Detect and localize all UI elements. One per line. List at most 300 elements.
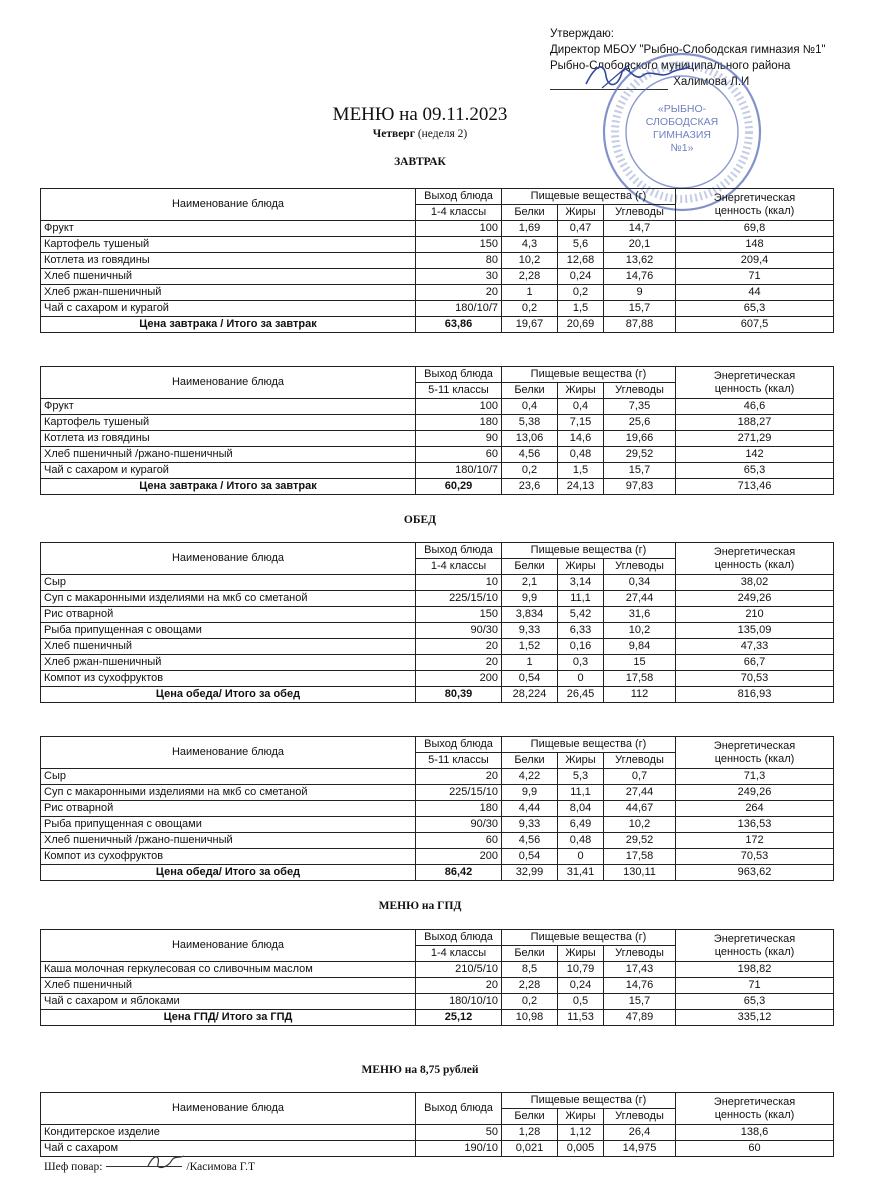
table-row bbox=[41, 769, 834, 785]
dish-energy: 148 bbox=[676, 237, 834, 253]
col-header-output: Выход блюда bbox=[416, 1093, 502, 1125]
dish-energy: 69,8 bbox=[676, 221, 834, 237]
approval-line-3: Рыбно-Слободского муниципального района bbox=[550, 60, 791, 72]
dish-energy: 198,82 bbox=[676, 962, 834, 978]
dish-carbs: 13,62 bbox=[604, 253, 676, 269]
col-header-output: Выход блюда bbox=[416, 543, 502, 559]
energy-label-1: Энергетическая bbox=[713, 1095, 796, 1108]
dish-carbs: 15,7 bbox=[604, 463, 676, 479]
table-row bbox=[41, 978, 834, 994]
dish-name: Сыр bbox=[41, 575, 416, 591]
dish-fats: 5,42 bbox=[558, 607, 604, 623]
dish-name: Чай с сахаром и курагой bbox=[41, 301, 416, 317]
dish-name: Сыр bbox=[41, 769, 416, 785]
energy-label-1: Энергетическая bbox=[713, 932, 796, 945]
col-header-output: Выход блюда bbox=[416, 367, 502, 383]
dish-fats: 0,16 bbox=[558, 639, 604, 655]
total-price: 86,42 bbox=[416, 865, 502, 881]
col-header-name: Наименование блюда bbox=[41, 543, 416, 575]
dish-proteins: 4,3 bbox=[502, 237, 558, 253]
total-carbs: 112 bbox=[604, 687, 676, 703]
dish-output: 60 bbox=[416, 447, 502, 463]
dish-name: Рис отварной bbox=[41, 801, 416, 817]
dish-fats: 0,3 bbox=[558, 655, 604, 671]
dish-output: 90/30 bbox=[416, 817, 502, 833]
col-header-energy bbox=[676, 543, 834, 575]
dish-fats: 0,2 bbox=[558, 285, 604, 301]
total-label: Цена обеда/ Итого за обед bbox=[41, 865, 416, 881]
col-header-proteins: Белки bbox=[502, 559, 558, 575]
dish-proteins: 2,28 bbox=[502, 978, 558, 994]
dish-output: 225/15/10 bbox=[416, 785, 502, 801]
total-energy: 963,62 bbox=[676, 865, 834, 881]
section-gpd: МЕНЮ на ГПД bbox=[378, 900, 462, 912]
dish-energy: 136,53 bbox=[676, 817, 834, 833]
page-subtitle bbox=[0, 128, 840, 140]
dish-output: 180/10/10 bbox=[416, 994, 502, 1010]
table-row bbox=[41, 623, 834, 639]
dish-carbs: 17,58 bbox=[604, 671, 676, 687]
dish-carbs: 17,43 bbox=[604, 962, 676, 978]
table-row bbox=[41, 399, 834, 415]
table-row bbox=[41, 285, 834, 301]
dish-energy: 135,09 bbox=[676, 623, 834, 639]
energy-label-2: ценность (ккал) bbox=[714, 558, 795, 571]
stamp-text-3: ГИМНАЗИЯ bbox=[653, 129, 711, 141]
dish-carbs: 27,44 bbox=[604, 785, 676, 801]
dish-name: Чай с сахаром и курагой bbox=[41, 463, 416, 479]
dish-proteins: 9,33 bbox=[502, 817, 558, 833]
dish-proteins: 1 bbox=[502, 285, 558, 301]
dish-fats: 0,48 bbox=[558, 833, 604, 849]
dish-proteins: 9,9 bbox=[502, 591, 558, 607]
dish-proteins: 9,9 bbox=[502, 785, 558, 801]
energy-label-2: ценность (ккал) bbox=[714, 1108, 795, 1121]
total-label: Цена обеда/ Итого за обед bbox=[41, 687, 416, 703]
dish-carbs: 10,2 bbox=[604, 623, 676, 639]
stamp-text-1: «РЫБНО- bbox=[657, 103, 707, 115]
dish-energy: 47,33 bbox=[676, 639, 834, 655]
dish-output: 100 bbox=[416, 399, 502, 415]
total-label: Цена ГПД/ Итого за ГПД bbox=[41, 1010, 416, 1026]
dish-name: Рис отварной bbox=[41, 607, 416, 623]
dish-name: Хлеб ржан-пшеничный bbox=[41, 655, 416, 671]
dish-proteins: 0,4 bbox=[502, 399, 558, 415]
dish-fats: 0,5 bbox=[558, 994, 604, 1010]
dish-fats: 0 bbox=[558, 671, 604, 687]
dish-proteins: 10,2 bbox=[502, 253, 558, 269]
col-header-proteins: Белки bbox=[502, 946, 558, 962]
col-header-nutrients: Пищевые вещества (г) bbox=[502, 930, 676, 946]
col-header-nutrients: Пищевые вещества (г) bbox=[502, 737, 676, 753]
dish-name: Рыба припущенная с овощами bbox=[41, 623, 416, 639]
dish-carbs: 7,35 bbox=[604, 399, 676, 415]
dish-fats: 8,04 bbox=[558, 801, 604, 817]
dish-fats: 3,14 bbox=[558, 575, 604, 591]
stamp-text-2: СЛОБОДСКАЯ bbox=[645, 116, 719, 128]
total-price: 63,86 bbox=[416, 317, 502, 333]
dish-output: 180/10/7 bbox=[416, 301, 502, 317]
total-carbs: 97,83 bbox=[604, 479, 676, 495]
table-row bbox=[41, 994, 834, 1010]
dish-output: 150 bbox=[416, 237, 502, 253]
dish-proteins: 8,5 bbox=[502, 962, 558, 978]
dish-name: Хлеб ржан-пшеничный bbox=[41, 285, 416, 301]
dish-output: 20 bbox=[416, 655, 502, 671]
dish-energy: 249,26 bbox=[676, 591, 834, 607]
table-row bbox=[41, 301, 834, 317]
dish-fats: 0,4 bbox=[558, 399, 604, 415]
dish-output: 225/15/10 bbox=[416, 591, 502, 607]
chef-label: Шеф повар: bbox=[44, 1161, 103, 1173]
col-header-grade: 1-4 классы bbox=[416, 205, 502, 221]
dish-name: Кондитерское изделие bbox=[41, 1125, 416, 1141]
dish-fats: 5,6 bbox=[558, 237, 604, 253]
dish-output: 100 bbox=[416, 221, 502, 237]
dish-energy: 60 bbox=[676, 1141, 834, 1157]
col-header-energy bbox=[676, 737, 834, 769]
col-header-name: Наименование блюда bbox=[41, 367, 416, 399]
page-title: МЕНЮ на 09.11.2023 bbox=[332, 104, 508, 125]
dish-proteins: 0,2 bbox=[502, 463, 558, 479]
total-carbs: 47,89 bbox=[604, 1010, 676, 1026]
table-row bbox=[41, 447, 834, 463]
total-price: 60,29 bbox=[416, 479, 502, 495]
dish-output: 80 bbox=[416, 253, 502, 269]
dish-name: Каша молочная геркулесовая со сливочным маслом bbox=[41, 962, 416, 978]
total-fats: 31,41 bbox=[558, 865, 604, 881]
dish-carbs: 9,84 bbox=[604, 639, 676, 655]
col-header-fats: Жиры bbox=[558, 205, 604, 221]
section-breakfast: ЗАВТРАК bbox=[394, 156, 446, 168]
col-header-grade: 1-4 классы bbox=[416, 946, 502, 962]
total-proteins: 32,99 bbox=[502, 865, 558, 881]
dish-name: Картофель тушеный bbox=[41, 415, 416, 431]
dish-output: 50 bbox=[416, 1125, 502, 1141]
dish-carbs: 15,7 bbox=[604, 301, 676, 317]
dish-carbs: 0,7 bbox=[604, 769, 676, 785]
dish-output: 20 bbox=[416, 285, 502, 301]
dish-fats: 6,33 bbox=[558, 623, 604, 639]
dish-energy: 70,53 bbox=[676, 849, 834, 865]
col-header-name: Наименование блюда bbox=[41, 189, 416, 221]
section-menu-875: МЕНЮ на 8,75 рублей bbox=[361, 1064, 479, 1076]
dish-fats: 10,79 bbox=[558, 962, 604, 978]
dish-fats: 6,49 bbox=[558, 817, 604, 833]
table-row bbox=[41, 575, 834, 591]
total-fats: 11,53 bbox=[558, 1010, 604, 1026]
col-header-grade: 1-4 классы bbox=[416, 559, 502, 575]
dish-name: Компот из сухофруктов bbox=[41, 849, 416, 865]
chef-signature bbox=[146, 1150, 186, 1172]
dish-output: 20 bbox=[416, 639, 502, 655]
dish-fats: 0,24 bbox=[558, 978, 604, 994]
table-row bbox=[41, 817, 834, 833]
total-carbs: 130,11 bbox=[604, 865, 676, 881]
dish-fats: 12,68 bbox=[558, 253, 604, 269]
table-row bbox=[41, 431, 834, 447]
col-header-carbs: Углеводы bbox=[604, 753, 676, 769]
dish-carbs: 15,7 bbox=[604, 994, 676, 1010]
dish-proteins: 0,54 bbox=[502, 849, 558, 865]
week-number: (неделя 2) bbox=[417, 128, 468, 140]
dish-name: Котлета из говядины bbox=[41, 253, 416, 269]
col-header-name: Наименование блюда bbox=[41, 1093, 416, 1125]
dish-energy: 66,7 bbox=[676, 655, 834, 671]
table-row bbox=[41, 801, 834, 817]
dish-proteins: 4,56 bbox=[502, 833, 558, 849]
col-header-carbs: Углеводы bbox=[604, 1109, 676, 1125]
col-header-output: Выход блюда bbox=[416, 189, 502, 205]
dish-energy: 188,27 bbox=[676, 415, 834, 431]
table-row bbox=[41, 253, 834, 269]
col-header-nutrients: Пищевые вещества (г) bbox=[502, 1093, 676, 1109]
dish-carbs: 29,52 bbox=[604, 833, 676, 849]
col-header-name: Наименование блюда bbox=[41, 737, 416, 769]
lunch-5-11-table bbox=[40, 736, 834, 881]
dish-name: Фрукт bbox=[41, 221, 416, 237]
dish-name: Хлеб пшеничный bbox=[41, 639, 416, 655]
day-of-week: Четверг bbox=[372, 128, 415, 140]
dish-carbs: 14,76 bbox=[604, 269, 676, 285]
dish-output: 10 bbox=[416, 575, 502, 591]
col-header-proteins: Белки bbox=[502, 1109, 558, 1125]
dish-output: 90/30 bbox=[416, 623, 502, 639]
col-header-grade: 5-11 классы bbox=[416, 753, 502, 769]
dish-name: Рыба припущенная с овощами bbox=[41, 817, 416, 833]
menu-875-table bbox=[40, 1092, 834, 1157]
dish-energy: 70,53 bbox=[676, 671, 834, 687]
table-row bbox=[41, 269, 834, 285]
dish-carbs: 14,975 bbox=[604, 1141, 676, 1157]
total-row bbox=[41, 687, 834, 703]
dish-carbs: 14,76 bbox=[604, 978, 676, 994]
table-row bbox=[41, 655, 834, 671]
dish-carbs: 25,6 bbox=[604, 415, 676, 431]
dish-name: Фрукт bbox=[41, 399, 416, 415]
col-header-nutrients: Пищевые вещества (г) bbox=[502, 367, 676, 383]
dish-proteins: 0,54 bbox=[502, 671, 558, 687]
col-header-energy bbox=[676, 367, 834, 399]
total-row bbox=[41, 479, 834, 495]
table-row bbox=[41, 237, 834, 253]
dish-proteins: 5,38 bbox=[502, 415, 558, 431]
dish-carbs: 17,58 bbox=[604, 849, 676, 865]
dish-name: Хлеб пшеничный /ржано-пшеничный bbox=[41, 833, 416, 849]
dish-proteins: 4,22 bbox=[502, 769, 558, 785]
total-row bbox=[41, 865, 834, 881]
dish-energy: 271,29 bbox=[676, 431, 834, 447]
dish-energy: 142 bbox=[676, 447, 834, 463]
dish-output: 200 bbox=[416, 671, 502, 687]
dish-proteins: 13,06 bbox=[502, 431, 558, 447]
col-header-name: Наименование блюда bbox=[41, 930, 416, 962]
dish-energy: 65,3 bbox=[676, 994, 834, 1010]
director-name: Халимова Л.И bbox=[673, 76, 750, 88]
section-lunch: ОБЕД bbox=[403, 514, 437, 526]
dish-fats: 7,15 bbox=[558, 415, 604, 431]
dish-carbs: 14,7 bbox=[604, 221, 676, 237]
dish-output: 30 bbox=[416, 269, 502, 285]
dish-output: 210/5/10 bbox=[416, 962, 502, 978]
dish-output: 180 bbox=[416, 801, 502, 817]
dish-output: 60 bbox=[416, 833, 502, 849]
dish-energy: 38,02 bbox=[676, 575, 834, 591]
dish-energy: 65,3 bbox=[676, 301, 834, 317]
col-header-energy bbox=[676, 930, 834, 962]
col-header-carbs: Углеводы bbox=[604, 383, 676, 399]
chef-name: /Касимова Г.Т bbox=[186, 1161, 256, 1173]
dish-carbs: 15 bbox=[604, 655, 676, 671]
dish-carbs: 9 bbox=[604, 285, 676, 301]
dish-fats: 11,1 bbox=[558, 785, 604, 801]
dish-energy: 71 bbox=[676, 978, 834, 994]
dish-energy: 71 bbox=[676, 269, 834, 285]
total-row bbox=[41, 1010, 834, 1026]
dish-output: 180/10/7 bbox=[416, 463, 502, 479]
total-fats: 20,69 bbox=[558, 317, 604, 333]
dish-name: Хлеб пшеничный bbox=[41, 269, 416, 285]
table-row bbox=[41, 785, 834, 801]
dish-carbs: 31,6 bbox=[604, 607, 676, 623]
dish-energy: 46,6 bbox=[676, 399, 834, 415]
energy-label-2: ценность (ккал) bbox=[714, 752, 795, 765]
table-row bbox=[41, 849, 834, 865]
table-row bbox=[41, 221, 834, 237]
dish-output: 20 bbox=[416, 978, 502, 994]
dish-proteins: 0,2 bbox=[502, 301, 558, 317]
dish-name: Хлеб пшеничный bbox=[41, 978, 416, 994]
approval-line-2: Директор МБОУ "Рыбно-Слободская гимназия №1" bbox=[550, 44, 826, 56]
energy-label-1: Энергетическая bbox=[713, 369, 796, 382]
table-row bbox=[41, 1125, 834, 1141]
dish-fats: 1,12 bbox=[558, 1125, 604, 1141]
dish-carbs: 20,1 bbox=[604, 237, 676, 253]
table-row bbox=[41, 671, 834, 687]
dish-fats: 14,6 bbox=[558, 431, 604, 447]
col-header-proteins: Белки bbox=[502, 205, 558, 221]
total-proteins: 23,6 bbox=[502, 479, 558, 495]
dish-name: Хлеб пшеничный /ржано-пшеничный bbox=[41, 447, 416, 463]
total-energy: 607,5 bbox=[676, 317, 834, 333]
col-header-fats: Жиры bbox=[558, 559, 604, 575]
col-header-fats: Жиры bbox=[558, 946, 604, 962]
dish-name: Котлета из говядины bbox=[41, 431, 416, 447]
dish-proteins: 4,44 bbox=[502, 801, 558, 817]
total-proteins: 10,98 bbox=[502, 1010, 558, 1026]
energy-label-1: Энергетическая bbox=[713, 191, 796, 204]
dish-carbs: 10,2 bbox=[604, 817, 676, 833]
dish-energy: 264 bbox=[676, 801, 834, 817]
table-row bbox=[41, 463, 834, 479]
dish-fats: 11,1 bbox=[558, 591, 604, 607]
col-header-proteins: Белки bbox=[502, 383, 558, 399]
col-header-fats: Жиры bbox=[558, 753, 604, 769]
energy-label-2: ценность (ккал) bbox=[714, 382, 795, 395]
col-header-output: Выход блюда bbox=[416, 930, 502, 946]
col-header-grade: 5-11 классы bbox=[416, 383, 502, 399]
col-header-energy bbox=[676, 189, 834, 221]
dish-fats: 0 bbox=[558, 849, 604, 865]
dish-carbs: 29,52 bbox=[604, 447, 676, 463]
total-price: 25,12 bbox=[416, 1010, 502, 1026]
gpd-table bbox=[40, 929, 834, 1026]
dish-name: Чай с сахаром и яблоками bbox=[41, 994, 416, 1010]
total-price: 80,39 bbox=[416, 687, 502, 703]
dish-proteins: 1,52 bbox=[502, 639, 558, 655]
dish-carbs: 0,34 bbox=[604, 575, 676, 591]
col-header-nutrients: Пищевые вещества (г) bbox=[502, 189, 676, 205]
dish-proteins: 1,28 bbox=[502, 1125, 558, 1141]
dish-energy: 65,3 bbox=[676, 463, 834, 479]
table-row bbox=[41, 833, 834, 849]
dish-proteins: 3,834 bbox=[502, 607, 558, 623]
col-header-carbs: Углеводы bbox=[604, 946, 676, 962]
dish-proteins: 1,69 bbox=[502, 221, 558, 237]
dish-proteins: 2,1 bbox=[502, 575, 558, 591]
total-energy: 335,12 bbox=[676, 1010, 834, 1026]
dish-output: 180 bbox=[416, 415, 502, 431]
dish-fats: 0,24 bbox=[558, 269, 604, 285]
dish-name: Суп с макаронными изделиями на мкб со сметаной bbox=[41, 785, 416, 801]
dish-proteins: 9,33 bbox=[502, 623, 558, 639]
dish-energy: 71,3 bbox=[676, 769, 834, 785]
lunch-1-4-table bbox=[40, 542, 834, 703]
dish-fats: 5,3 bbox=[558, 769, 604, 785]
table-row bbox=[41, 415, 834, 431]
dish-name: Картофель тушеный bbox=[41, 237, 416, 253]
col-header-energy bbox=[676, 1093, 834, 1125]
dish-carbs: 27,44 bbox=[604, 591, 676, 607]
total-proteins: 28,224 bbox=[502, 687, 558, 703]
dish-fats: 0,47 bbox=[558, 221, 604, 237]
energy-label-2: ценность (ккал) bbox=[714, 945, 795, 958]
table-row bbox=[41, 962, 834, 978]
energy-label-1: Энергетическая bbox=[713, 545, 796, 558]
dish-output: 190/10 bbox=[416, 1141, 502, 1157]
breakfast-1-4-table bbox=[40, 188, 834, 333]
col-header-fats: Жиры bbox=[558, 383, 604, 399]
dish-carbs: 44,67 bbox=[604, 801, 676, 817]
total-energy: 713,46 bbox=[676, 479, 834, 495]
dish-proteins: 0,2 bbox=[502, 994, 558, 1010]
total-proteins: 19,67 bbox=[502, 317, 558, 333]
col-header-proteins: Белки bbox=[502, 753, 558, 769]
dish-energy: 138,6 bbox=[676, 1125, 834, 1141]
approval-line-1: Утверждаю: bbox=[550, 28, 614, 40]
total-fats: 26,45 bbox=[558, 687, 604, 703]
dish-output: 20 bbox=[416, 769, 502, 785]
dish-energy: 44 bbox=[676, 285, 834, 301]
dish-proteins: 1 bbox=[502, 655, 558, 671]
dish-proteins: 2,28 bbox=[502, 269, 558, 285]
col-header-carbs: Углеводы bbox=[604, 205, 676, 221]
total-carbs: 87,88 bbox=[604, 317, 676, 333]
table-row bbox=[41, 591, 834, 607]
dish-name: Суп с макаронными изделиями на мкб со сметаной bbox=[41, 591, 416, 607]
total-label: Цена завтрака / Итого за завтрак bbox=[41, 479, 416, 495]
energy-label-1: Энергетическая bbox=[713, 739, 796, 752]
col-header-output: Выход блюда bbox=[416, 737, 502, 753]
dish-energy: 249,26 bbox=[676, 785, 834, 801]
table-row bbox=[41, 607, 834, 623]
dish-output: 200 bbox=[416, 849, 502, 865]
col-header-fats: Жиры bbox=[558, 1109, 604, 1125]
dish-fats: 0,48 bbox=[558, 447, 604, 463]
dish-fats: 0,005 bbox=[558, 1141, 604, 1157]
dish-name: Компот из сухофруктов bbox=[41, 671, 416, 687]
col-header-nutrients: Пищевые вещества (г) bbox=[502, 543, 676, 559]
